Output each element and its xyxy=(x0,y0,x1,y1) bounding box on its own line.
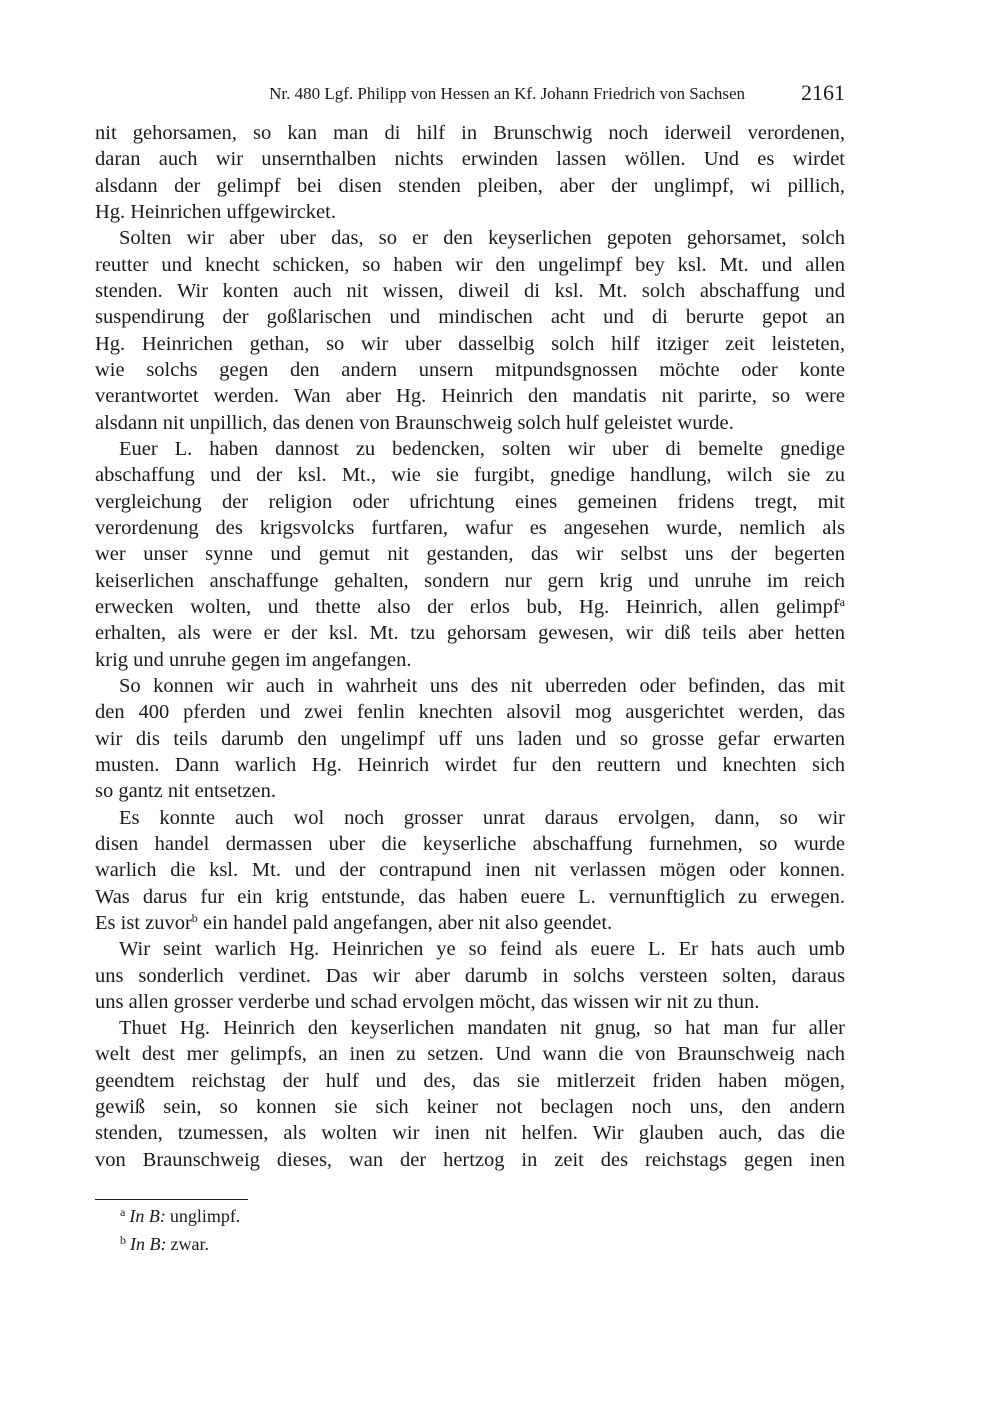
line-text: geendtem reichstag der hulf und des, das sie mitlerzeit friden haben mögen, xyxy=(95,1069,845,1092)
text-line xyxy=(95,831,845,857)
line-text: keiserlichen anschaffunge gehalten, sondern nur gern krig und unruhe im reich xyxy=(95,569,845,592)
line-text: Was darus fur ein krig entstunde, das haben euere L. vernunftiglich zu erwegen. xyxy=(95,885,845,908)
text-line xyxy=(95,673,845,699)
line-text: von Braunschweig dieses, wan der hertzog in zeit des reichstags gegen inen xyxy=(95,1148,845,1171)
text-line xyxy=(95,805,845,831)
line-text: Thuet Hg. Heinrich den keyserlichen mandaten nit gnug, so hat man fur aller xyxy=(119,1017,845,1040)
text-line xyxy=(95,963,845,989)
line-text: gewiß sein, so konnen sie sich keiner not beclagen noch uns, den andern xyxy=(95,1096,845,1119)
page-number: 2161 xyxy=(801,80,845,105)
line-text: uns sonderlich verdinet. Das wir aber darumb in solchs versteen solten, daraus xyxy=(95,964,845,987)
line-text: alsdann nit unpillich, das denen von Braunschweig solch hulf geleistet wurde. xyxy=(95,411,734,434)
line-text: warlich die ksl. Mt. und der contrapund inen nit verlassen mögen oder konnen. xyxy=(95,859,845,882)
line-text: abschaffung und der ksl. Mt., wie sie furgibt, gnedige handlung, wilch sie zu xyxy=(95,464,845,487)
line-text: disen handel dermassen uber die keyserliche abschaffung furnehmen, so wurde xyxy=(95,832,845,855)
footnotes xyxy=(120,1202,240,1258)
paragraph xyxy=(95,436,845,673)
text-line xyxy=(95,620,845,646)
line-text: krig und unruhe gegen im angefangen. xyxy=(95,648,412,671)
text-line xyxy=(95,146,845,172)
text-line xyxy=(95,1147,845,1173)
line-text: Solten wir aber uber das, so er den keyserlichen gepoten gehorsamet, solch xyxy=(119,227,845,250)
line-text: stenden, tzumessen, als wolten wir inen nit helfen. Wir glauben auch, das die xyxy=(95,1122,845,1145)
line-text: Hg. Heinrichen uffgewircket. xyxy=(95,200,336,223)
text-line xyxy=(95,304,845,330)
footnote-source: In B: xyxy=(130,1234,167,1254)
text-line xyxy=(95,1120,845,1146)
line-text: uns allen grosser verderbe und schad ervolgen möcht, das wissen wir nit zu thun. xyxy=(95,990,760,1013)
text-line xyxy=(95,383,845,409)
line-text: erhalten, als were er der ksl. Mt. tzu gehorsam gewesen, wir diß teils aber hetten xyxy=(95,622,845,645)
footnote-mark: b xyxy=(120,1233,126,1247)
line-text: vergleichung der religion oder ufrichtung eines gemeinen fridens tregt, mit xyxy=(95,490,845,513)
text-line xyxy=(95,278,845,304)
text-line xyxy=(95,752,845,778)
line-text: wer unser synne und gemut nit gestanden, das wir selbst uns der begerten xyxy=(95,543,845,566)
line-text: wie solchs gegen den andern unsern mitpundsgnossen möchte oder konte xyxy=(95,358,845,381)
body-text xyxy=(95,120,845,1173)
line-text: verantwortet werden. Wan aber Hg. Heinrich den mandatis nit parirte, so were xyxy=(95,385,845,408)
footnote-marker[interactable]: a xyxy=(839,594,845,609)
running-title: Nr. 480 Lgf. Philipp von Hessen an Kf. Johann Friedrich von Sachsen xyxy=(269,84,745,103)
footnote xyxy=(120,1230,240,1258)
footnote-text: zwar. xyxy=(170,1234,209,1254)
footnote-marker[interactable]: b xyxy=(191,910,198,925)
text-line xyxy=(95,726,845,752)
text-line xyxy=(95,1041,845,1067)
text-line xyxy=(95,936,845,962)
text-line xyxy=(95,489,845,515)
text-line xyxy=(95,884,845,910)
text-line xyxy=(95,594,845,620)
text-line xyxy=(95,515,845,541)
running-header xyxy=(95,80,845,108)
line-text: wir dis teils darumb den ungelimpf uff uns laden und so grosse gefar erwarten xyxy=(95,727,845,750)
footnote-text: unglimpf. xyxy=(169,1206,241,1226)
text-line xyxy=(95,331,845,357)
text-line xyxy=(95,857,845,883)
line-text: Hg. Heinrichen gethan, so wir uber dasselbig solch hilf itziger zeit leisteten, xyxy=(95,332,845,355)
line-text: welt dest mer gelimpfs, an inen zu setzen. Und wann die von Braunschweig nach xyxy=(95,1043,845,1066)
text-line xyxy=(95,199,845,225)
text-line xyxy=(95,568,845,594)
text-line xyxy=(95,410,845,436)
text-line xyxy=(95,1015,845,1041)
paragraph xyxy=(95,936,845,1015)
line-text: So konnen wir auch in wahrheit uns des nit uberreden oder befinden, das mit xyxy=(119,674,845,697)
footnote-mark: a xyxy=(120,1205,126,1219)
paragraph xyxy=(95,673,845,805)
text-line xyxy=(95,225,845,251)
line-text: Euer L. haben dannost zu bedencken, solten wir uber di bemelte gnedige xyxy=(119,437,845,460)
text-line xyxy=(95,1094,845,1120)
text-line xyxy=(95,989,845,1015)
text-line xyxy=(95,357,845,383)
footnote-source: In B: xyxy=(129,1206,166,1226)
text-line xyxy=(95,778,845,804)
paragraph xyxy=(95,225,845,436)
line-text: Es konnte auch wol noch grosser unrat daraus ervolgen, dann, so wir xyxy=(119,806,845,829)
text-line xyxy=(95,120,845,146)
line-text: Wir seint warlich Hg. Heinrichen ye so feind als euere L. Er hats auch umb xyxy=(119,938,845,961)
line-text: stenden. Wir konten auch nit wissen, diweil di ksl. Mt. solch abschaffung und xyxy=(95,279,845,302)
paragraph xyxy=(95,1015,845,1173)
line-text: daran auch wir unsernthalben nichts erwinden lassen wöllen. Und es wirdet xyxy=(95,148,845,171)
line-text: verordenung des krigsvolcks furtfaren, wafur es angesehen wurde, nemlich als xyxy=(95,516,845,539)
text-line xyxy=(95,252,845,278)
text-line xyxy=(95,173,845,199)
line-text: suspendirung der goßlarischen und mindischen acht und di berurte gepot an xyxy=(95,306,845,329)
text-line xyxy=(95,647,845,673)
text-line xyxy=(95,462,845,488)
line-text-after: ein handel pald angefangen, aber nit also geendet. xyxy=(197,911,613,934)
footnote xyxy=(120,1202,240,1230)
line-text: so gantz nit entsetzen. xyxy=(95,780,277,803)
line-text: den 400 pferden und zwei fenlin knechten alsovil mog ausgerichtet werden, das xyxy=(95,701,845,724)
text-line xyxy=(95,910,845,936)
paragraph xyxy=(95,805,845,937)
paragraph xyxy=(95,120,845,225)
line-text: erwecken wolten, und thette also der erlos bub, Hg. Heinrich, allen gelimpf xyxy=(95,595,840,618)
text-line xyxy=(95,541,845,567)
text-line xyxy=(95,1068,845,1094)
text-line xyxy=(95,699,845,725)
line-text: nit gehorsamen, so kan man di hilf in Brunschwig noch iderweil verordenen, xyxy=(95,122,845,144)
text-line xyxy=(95,436,845,462)
line-text: musten. Dann warlich Hg. Heinrich wirdet fur den reuttern und knechten sich xyxy=(95,753,845,776)
line-text: reutter und knecht schicken, so haben wir den ungelimpf bey ksl. Mt. und allen xyxy=(95,253,845,276)
footnote-divider xyxy=(95,1199,248,1200)
line-text: Es ist zuvor xyxy=(95,911,192,934)
line-text: alsdann der gelimpf bei disen stenden pleiben, aber der unglimpf, wi pillich, xyxy=(95,174,845,197)
